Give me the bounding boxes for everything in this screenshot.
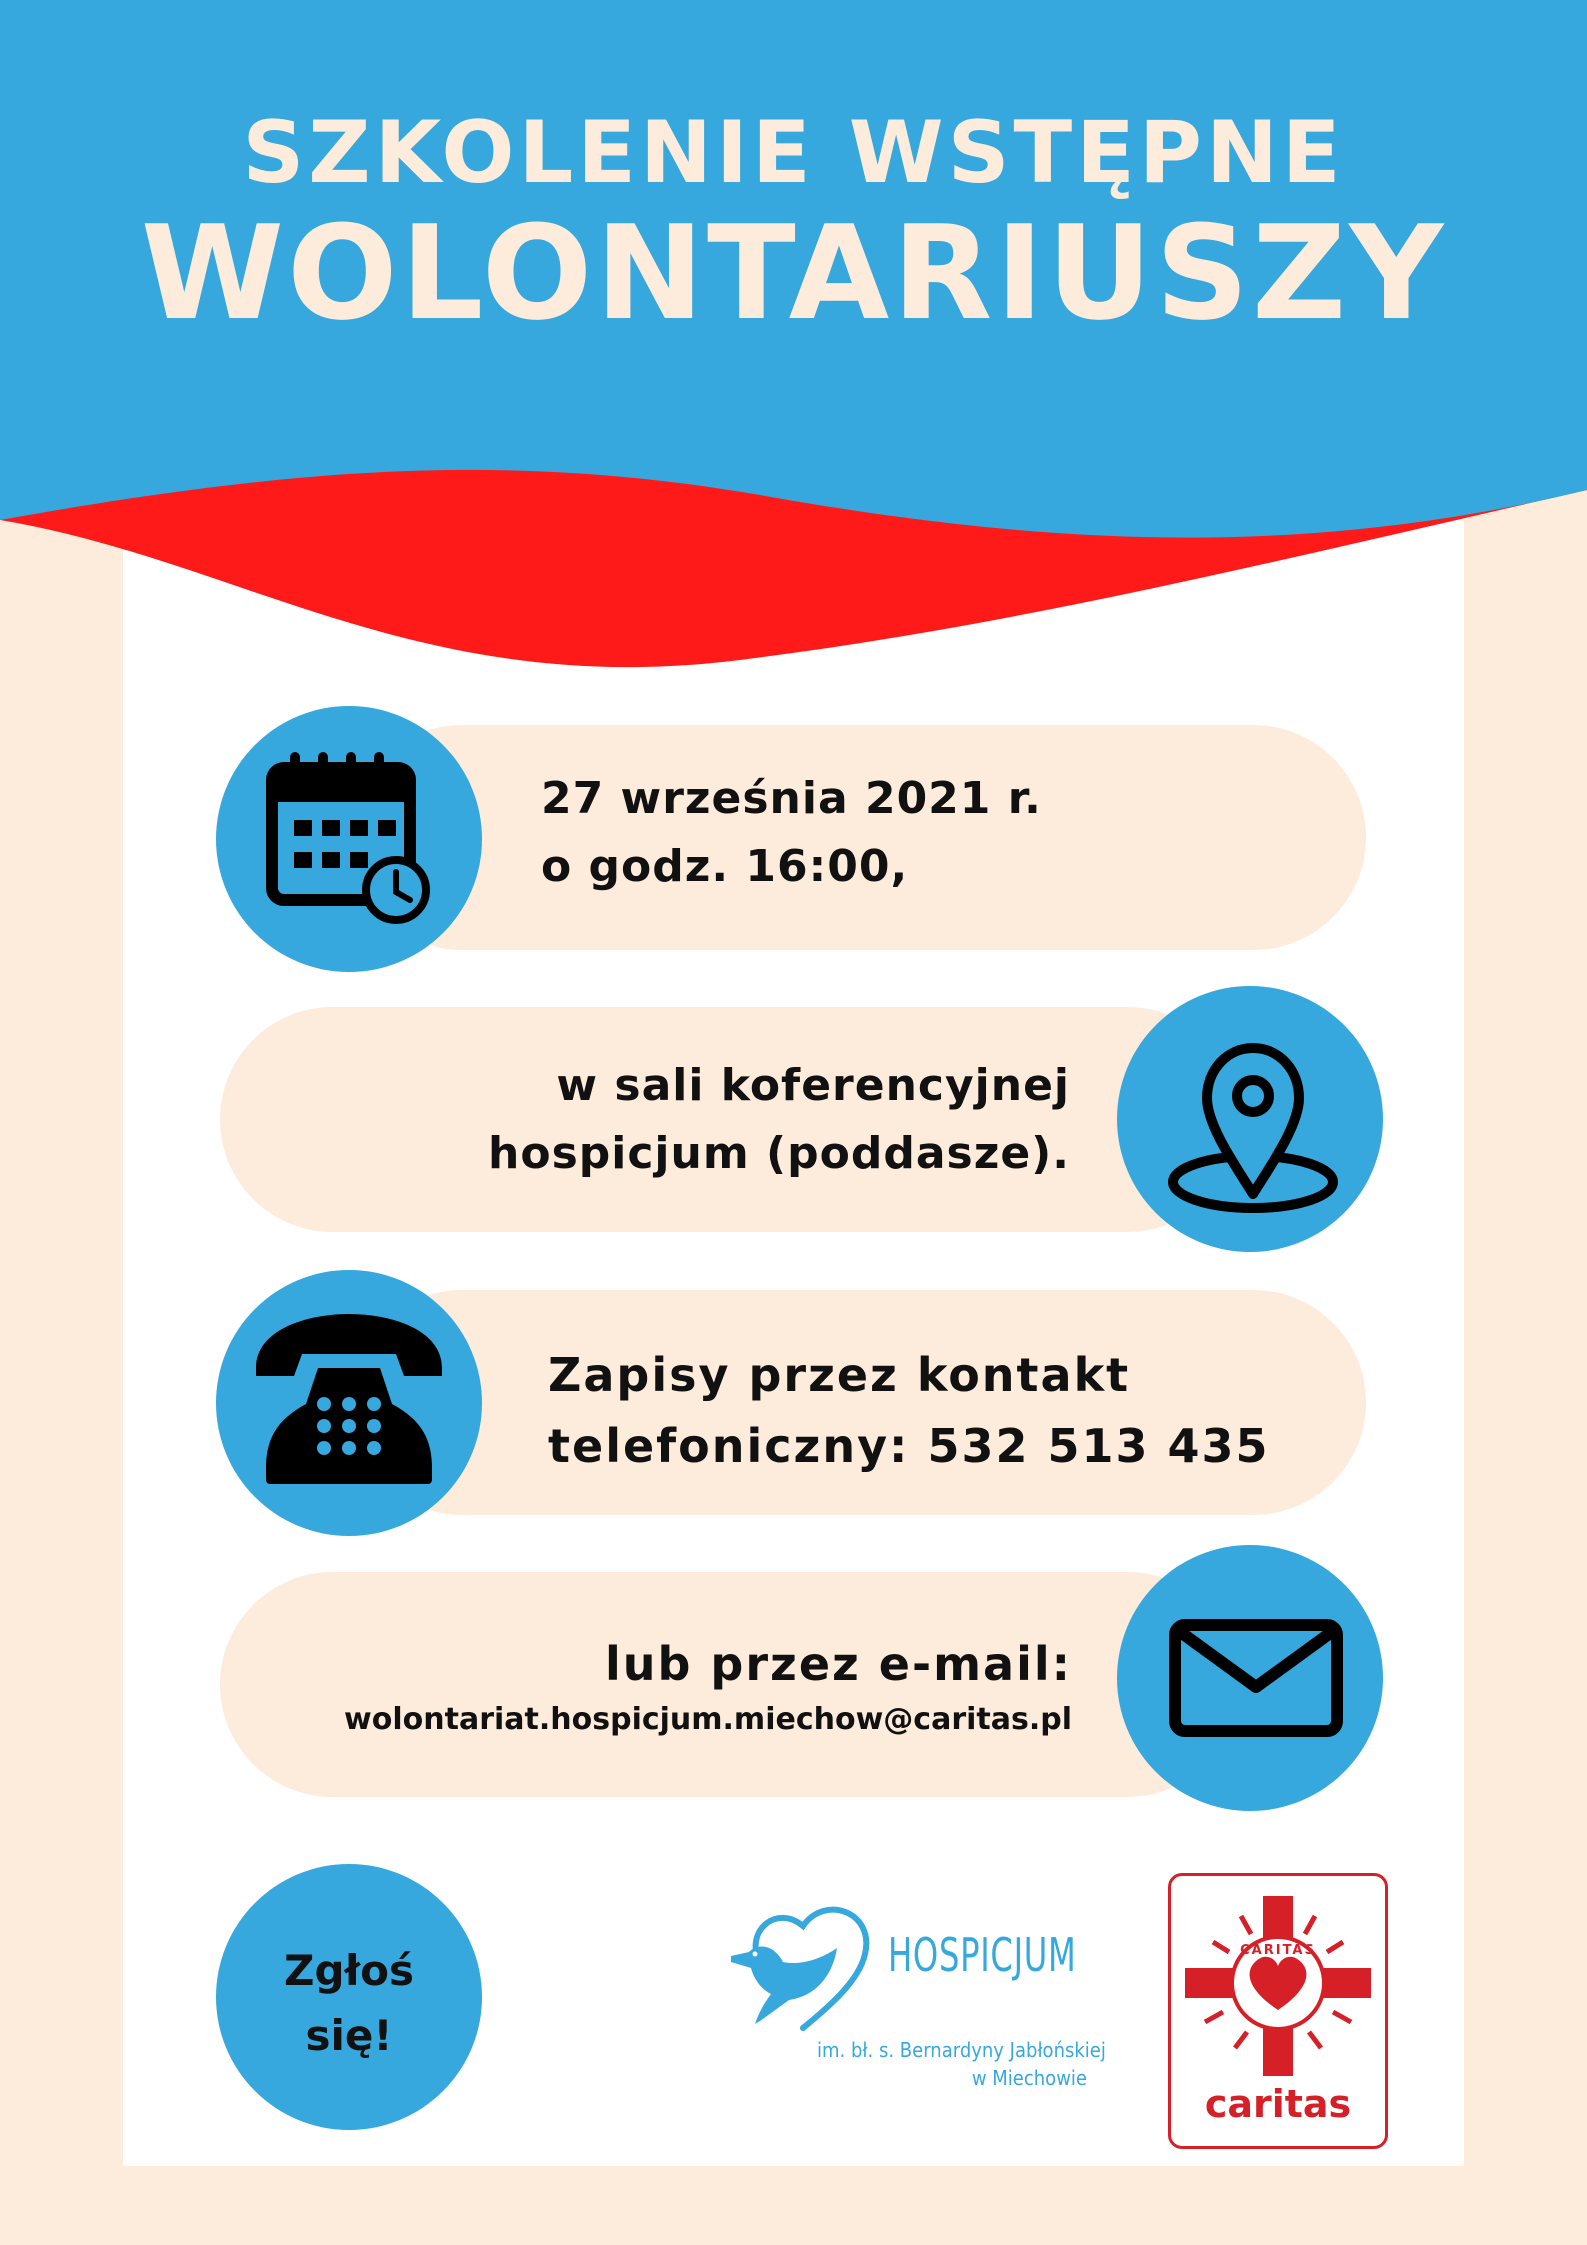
calendar-circle (216, 706, 482, 972)
place-line-1: w sali koferencyjnej (556, 1060, 1070, 1111)
place-text (300, 1052, 1070, 1188)
email-line-1: lub przez e-mail: (604, 1637, 1072, 1691)
dove-heart-icon (725, 1890, 875, 2040)
phone-circle (216, 1270, 482, 1536)
email-line-2: wolontariat.hospicjum.miechow@caritas.pl (344, 1702, 1072, 1738)
email-text (240, 1632, 1072, 1744)
map-pin-icon (1117, 986, 1383, 1252)
phone-line-2: telefoniczny: 532 513 435 (548, 1419, 1270, 1474)
caritas-logo (1168, 1873, 1388, 2149)
cta-line-2: się! (305, 2011, 393, 2061)
hospicjum-subtitle-1: im. bł. s. Bernardyny Jabłońskiej (817, 2038, 1106, 2062)
caritas-ring-text: CARITAS (1240, 1943, 1316, 1958)
hospicjum-name: HOSPICJUM (888, 1928, 1077, 1982)
envelope-icon (1117, 1545, 1383, 1811)
cta-circle[interactable] (216, 1864, 482, 2130)
phone-line-1: Zapisy przez kontakt (548, 1348, 1131, 1402)
cta-text[interactable] (216, 1938, 482, 2068)
caritas-name: caritas (1204, 2082, 1352, 2126)
phone-text (548, 1340, 1270, 1483)
telephone-icon (216, 1270, 482, 1536)
caritas-cross-icon (1171, 1882, 1385, 2082)
cta-line-1: Zgłoś (284, 1946, 414, 1995)
email-circle (1117, 1545, 1383, 1811)
location-circle (1117, 986, 1383, 1252)
place-line-2: hospicjum (poddasze). (488, 1128, 1070, 1180)
hospicjum-subtitle-2: w Miechowie (971, 2066, 1087, 2090)
date-line-1: 27 września 2021 r. (541, 773, 1042, 824)
date-line-2: o godz. 16:00, (541, 841, 909, 893)
hospicjum-logo (725, 1890, 1105, 2130)
calendar-clock-icon (216, 706, 482, 972)
title-line-1: SZKOLENIE WSTĘPNE (242, 103, 1345, 203)
date-text (541, 765, 1042, 901)
title-line-2: WOLONTARIUSZY (140, 197, 1447, 349)
